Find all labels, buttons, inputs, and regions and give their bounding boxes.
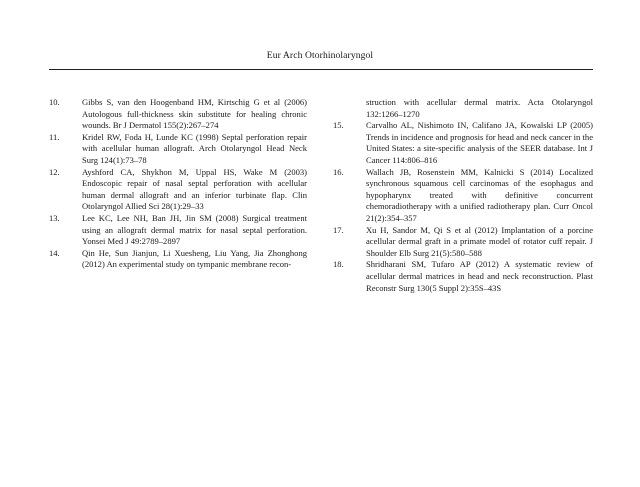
reference-number: 17. <box>333 224 344 235</box>
reference-text: Carvalho AL, Nishimoto IN, Califano JA, Kowalski LP (2005) Trends in incidence and prognosis for head and neck cancer in the United States: a site-specific analysis of the SEER database. Int J Cancer 114:806–816 <box>366 120 593 165</box>
reference-number: 18. <box>333 259 344 270</box>
reference-item <box>49 167 307 213</box>
reference-number: 12. <box>49 166 60 177</box>
reference-text: Lee KC, Lee NH, Ban JH, Jin SM (2008) Surgical treatment using an allograft dermal matrix for nasal septal perforation. Yonsei Med J 49:2789–2897 <box>82 212 307 247</box>
reference-item <box>333 259 593 294</box>
reference-number: 14. <box>49 247 60 258</box>
reference-text: Xu H, Sandor M, Qi S et al (2012) Implantation of a porcine acellular dermal graft in a primate model of rotator cuff repair. J Shoulder Elb Surg 21(5):580–588 <box>366 224 593 258</box>
reference-text: Ayshford CA, Shykhon M, Uppal HS, Wake M (2003) Endoscopic repair of nasal septal perforation with acellular human dermal allograft and an inferior turbinate flap. Clin Otolaryngol Allied Sci 28(1):29–33 <box>82 166 307 212</box>
reference-text: Gibbs S, van den Hoogenband HM, Kirtschig G et al (2006) Autologous full-thickness skin substitute for healing chronic wounds. Br J Dermatol 155(2):267–274 <box>82 97 307 131</box>
reference-item <box>49 132 307 167</box>
reference-continuation: struction with acellular dermal matrix. Acta Otolaryngol 132:1266–1270 <box>366 97 593 119</box>
reference-item <box>49 213 307 248</box>
reference-column-right <box>333 97 593 294</box>
reference-text: Wallach JB, Rosenstein MM, Kalnicki S (2014) Localized synchronous squamous cell carcinomas of the esophagus and hypopharynx treated with definitive concurrent chemoradiotherapy with a unified radiotherapy plan. Curr Oncol 21(2):354–357 <box>366 166 593 223</box>
reference-number: 10. <box>49 97 60 107</box>
reference-item <box>333 225 593 260</box>
reference-number: 11. <box>49 131 60 142</box>
reference-text: Shridharani SM, Tufaro AP (2012) A systematic review of acellular dermal matrices in head and neck reconstruction. Plast Reconstr Surg 130(5 Suppl 2):35S–43S <box>366 259 593 293</box>
running-head: Eur Arch Otorhinolaryngol <box>266 50 374 61</box>
reference-text: Qin He, Sun Jianjun, Li Xuesheng, Liu Yang, Jia Zhonghong (2012) An experimental study on tympanic membrane recon- <box>82 247 307 270</box>
reference-item <box>333 167 593 225</box>
reference-number: 15. <box>333 120 344 131</box>
reference-text: Kridel RW, Foda H, Lunde KC (1998) Septal perforation repair with acellular human allograft. Arch Otolaryngol Head Neck Surg 124(1):73–78 <box>82 131 307 165</box>
header-rule <box>49 69 593 70</box>
reference-number: 16. <box>333 166 344 177</box>
reference-item <box>49 97 307 132</box>
reference-number: 13. <box>49 212 60 223</box>
reference-item <box>49 248 307 271</box>
reference-column-left <box>49 97 307 271</box>
reference-item <box>333 120 593 166</box>
